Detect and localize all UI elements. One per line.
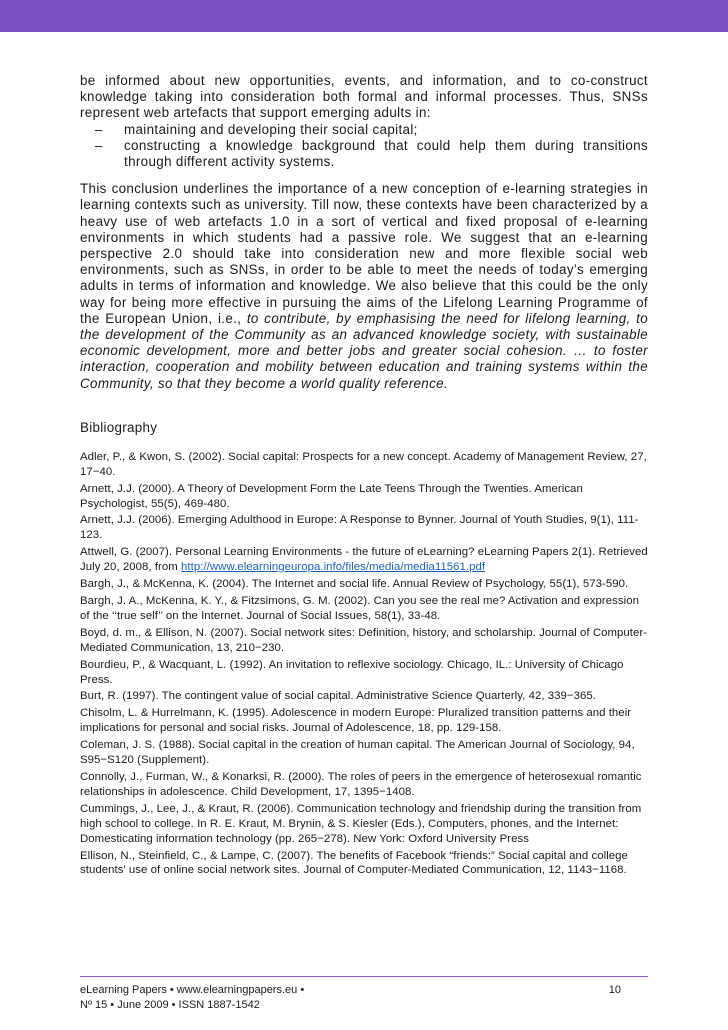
page-number: 10 bbox=[608, 984, 621, 996]
page-footer bbox=[80, 983, 648, 1013]
reference-item: Burt, R. (1997). The contingent value of social capital. Administrative Science Quarterly, 42, 339−365. bbox=[80, 690, 597, 703]
reference-item: Connolly, J., Furman, W., & Konarksi, R. (2000). The roles of peers in the emergence of heterosexual romantic relationships in adolescence. Child Development, 17, 1395−1408. bbox=[80, 770, 642, 798]
dash-bullet-icon: – bbox=[95, 121, 103, 137]
list-item: – constructing a knowledge background that could help them during transitions through different activity systems. bbox=[95, 137, 648, 170]
reference-item: Boyd, d. m., & Ellison, N. (2007). Social network sites: Definition, history, and scholarship. Journal of Computer-Mediated Communication, 13, 210−230. bbox=[80, 626, 648, 654]
reference-item: Adler, P., & Kwon, S. (2002). Social capital: Prospects for a new concept. Academy of Management Review, 27, 17−40. bbox=[80, 450, 647, 478]
top-header-bar bbox=[0, 0, 728, 32]
reference-item: Bargh, J., & McKenna, K. (2004). The Internet and social life. Annual Review of Psychology, 55(1), 573-590. bbox=[80, 578, 629, 591]
footer-divider bbox=[80, 976, 648, 977]
conclusion-text: This conclusion underlines the importance of a new conception of e-learning strategies in learning contexts such as university. Till now, these contexts have been characterized by a heavy use of web artefacts 1.0 in a sort of vertical and fixed proposal of e-learning environments in which students had a passive role. We suggest that an e-learning perspective 2.0 should take into consideration new and more flexible social web environments, such as SNSs, in order to be able to meet the needs of today’s emerging adults in terms of information and knowledge. We also believe that this could be the only way for being more effective in pursuing the aims of the Lifelong Learning Programme of the European Union, i.e., bbox=[80, 181, 648, 326]
reference-list bbox=[80, 450, 648, 878]
reference-item: Ellison, N., Steinfield, C., & Lampe, C. (2007). The benefits of Facebook “friends:” Social capital and college students' use of online social network sites. Journal of Computer-Mediated Communication, 12, 1143−1168. bbox=[80, 849, 628, 877]
reference-item: Chisolm, L. & Hurrelmann, K. (1995). Adolescence in modern Europe: Pluralized transition patterns and their implications for personal and social risks. Journal of Adolescence, 18, pp. 129-158. bbox=[80, 707, 632, 735]
footer-issue-line: Nº 15 • June 2009 • ISSN 1887-1542 bbox=[80, 999, 260, 1011]
reference-item: Arnett, J.J. (2006). Emerging Adulthood in Europe: A Response to Bynner. Journal of Youth Studies, 9(1), 111-123. bbox=[80, 514, 639, 542]
conclusion-paragraph bbox=[80, 181, 648, 392]
reference-item: Arnett, J.J. (2000). A Theory of Development Form the Late Teens Through the Twenties. American Psychologist, 55(5), 469-480. bbox=[80, 482, 583, 510]
reference-item: Cummings, J., Lee, J., & Kraut, R. (2006). Communication technology and friendship during the transition from high school to college. In R. E. Kraut, M. Brynin, & S. Kiesler (Eds.), Computers, phones, and the Internet: Domesticating information technology (pp. 265−278). New York: Oxford University Press bbox=[80, 802, 642, 845]
footer-journal-line: eLearning Papers • www.elearningpapers.eu • bbox=[80, 984, 305, 996]
bibliography-heading: Bibliography bbox=[80, 419, 158, 435]
eu-programme-quote: to contribute, by emphasising the need for lifelong learning, to the development of the Community as an advanced knowledge society, with sustainable economic development, more and better jobs and greater social cohesion. … to foster interaction, cooperation and mobility between education and training systems within the Community, so that they become a world quality reference. bbox=[80, 310, 648, 391]
intro-bullet-list bbox=[80, 122, 648, 171]
reference-item: Bourdieu, P., & Wacquant, L. (1992). An invitation to reflexive sociology. Chicago, IL.: University of Chicago Press. bbox=[80, 658, 624, 686]
reference-item: Attwell, G. (2007). Personal Learning Environments - the future of eLearning? eLearning Papers 2(1). Retrieved July 20, 2008, from http://www.elearningeuropa.info/files/media/media11561.pdf bbox=[80, 546, 648, 574]
intro-paragraph: be informed about new opportunities, events, and information, and to co-construct knowledge taking into consideration both formal and informal processes. Thus, SNSs represent web artefacts that support emerging adults in: bbox=[80, 73, 648, 121]
reference-item: Coleman, J. S. (1988). Social capital in the creation of human capital. The American Journal of Sociology, 94, S95−S120 (Supplement). bbox=[80, 739, 635, 767]
dash-bullet-icon: – bbox=[95, 137, 103, 153]
page-content bbox=[80, 73, 648, 880]
reference-item: Bargh, J. A., McKenna, K. Y., & Fitzsimons, G. M. (2002). Can you see the real me? Activation and expression of the ‘‘true self’’ on the Internet. Journal of Social Issues, 58(1), 33-48. bbox=[80, 595, 639, 622]
reference-link[interactable]: http://www.elearningeuropa.info/files/media/media11561.pdf bbox=[181, 561, 486, 574]
list-item: – maintaining and developing their social capital; bbox=[95, 121, 418, 137]
